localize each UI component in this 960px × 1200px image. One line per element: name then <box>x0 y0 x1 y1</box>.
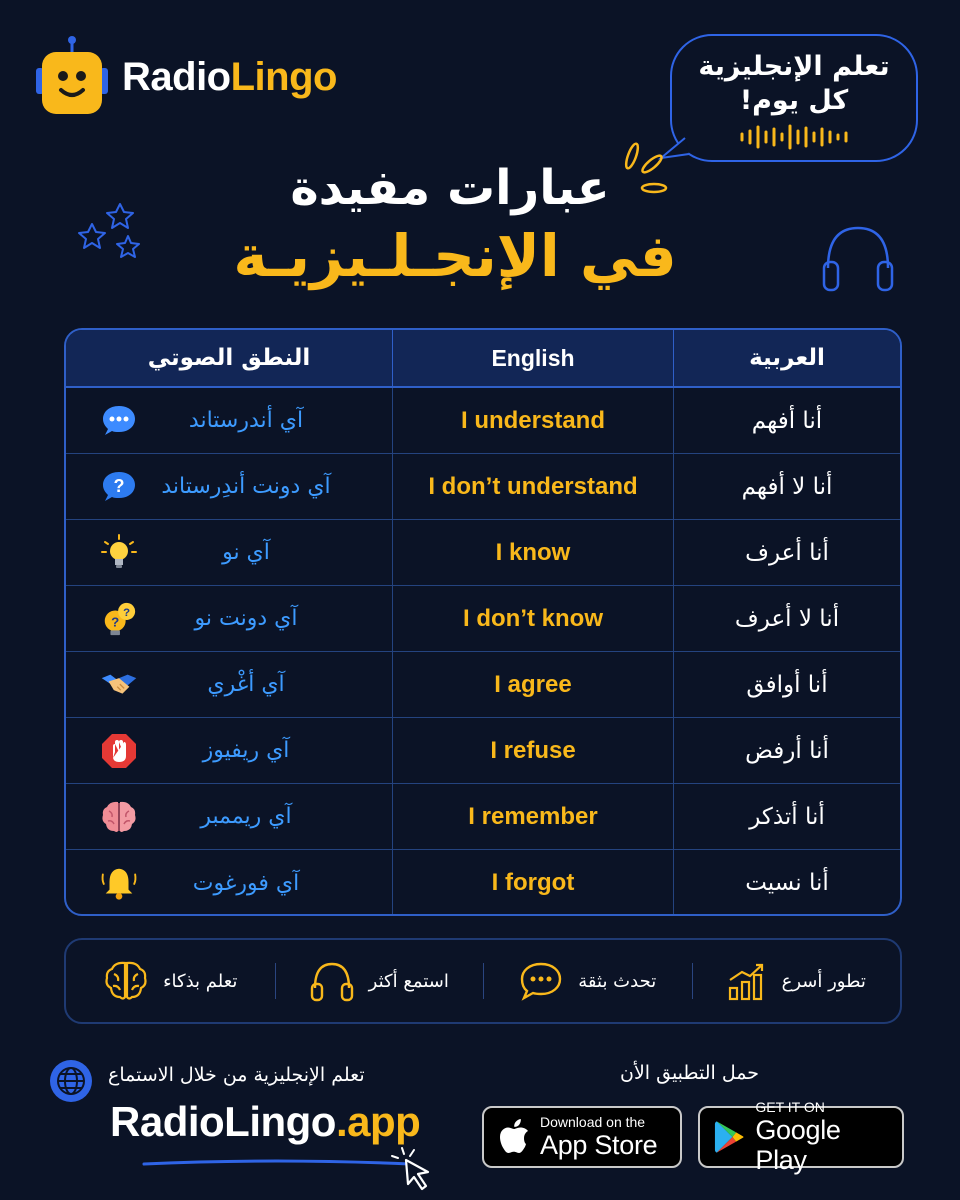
feature-label: تحدث بثقة <box>578 970 657 992</box>
table-row <box>66 652 900 718</box>
brain-outline-icon <box>103 959 149 1003</box>
table-row <box>66 388 900 454</box>
site-underline <box>142 1158 412 1170</box>
table-row <box>66 454 900 520</box>
headphones-icon <box>309 958 355 1004</box>
english-text: I agree <box>494 670 572 698</box>
table-row <box>66 520 900 586</box>
feature-speak-confidently <box>483 951 692 1011</box>
apple-icon <box>498 1118 530 1156</box>
google-play-button[interactable] <box>698 1098 904 1175</box>
growth-chart-icon <box>726 960 768 1002</box>
download-app-text: حمل التطبيق الأن <box>620 1062 759 1084</box>
brand-logo <box>36 34 337 120</box>
phrases-table <box>64 328 902 916</box>
header-arabic: العربية <box>749 345 825 371</box>
speech-bubble-icon <box>518 960 564 1002</box>
table-row <box>66 718 900 784</box>
table-row <box>66 784 900 850</box>
english-text: I refuse <box>490 736 576 764</box>
speech-bubble <box>670 34 918 162</box>
google-play-small-text: GET IT ON <box>755 1098 825 1115</box>
pronunciation-text: آي أغْري <box>207 672 285 697</box>
english-text: I don’t know <box>463 604 603 632</box>
arabic-text: أنا لا أفهم <box>741 473 833 500</box>
app-store-big-text: App Store <box>540 1129 658 1160</box>
arabic-text: أنا أفهم <box>751 407 823 434</box>
cursor-click-icon <box>388 1146 440 1194</box>
pronunciation-text: آي دونت نو <box>194 606 298 631</box>
soundwave-icon <box>738 124 850 150</box>
english-text: I don’t understand <box>428 472 638 500</box>
pronunciation-text: آي فورغوت <box>192 870 300 896</box>
learn-by-listening-text: تعلم الإنجليزية من خلال الاستماع <box>108 1064 365 1086</box>
table-row <box>66 586 900 652</box>
pronunciation-text: آي ريممبر <box>200 804 292 829</box>
features-bar <box>64 938 902 1024</box>
svg-text:?: ? <box>111 614 120 630</box>
app-store-small-text: Download on the <box>540 1113 646 1130</box>
svg-text:?: ? <box>123 606 131 619</box>
arabic-text: أنا لا أعرف <box>734 605 840 632</box>
bell-icon <box>100 864 138 902</box>
pronunciation-text: آي ريفيوز <box>202 738 290 763</box>
stop-hand-icon <box>100 732 138 770</box>
brain-icon <box>100 798 138 836</box>
robot-mascot-icon <box>36 34 108 120</box>
header-pronunciation: النطق الصوتي <box>147 345 311 371</box>
table-row <box>66 850 900 916</box>
google-play-icon <box>714 1118 745 1156</box>
arabic-text: أنا نسيت <box>745 870 829 896</box>
svg-text:?: ? <box>113 475 125 496</box>
pronunciation-text: آي أندرستاند <box>188 408 304 433</box>
feature-label: تعلم بذكاء <box>163 970 238 992</box>
globe-icon <box>48 1058 94 1104</box>
chat-bubble-icon <box>100 402 138 440</box>
table-header <box>66 330 900 388</box>
feature-label: تطور أسرع <box>781 970 866 992</box>
english-text: I know <box>495 538 571 566</box>
arabic-text: أنا أرفض <box>745 737 829 764</box>
english-text: I forgot <box>491 869 575 896</box>
english-text: I remember <box>468 802 598 830</box>
title-line-1: عبارات مفيدة <box>290 160 610 216</box>
feature-learn-smart <box>66 951 275 1011</box>
pronunciation-text: آي دونت أندِرستاند <box>161 474 331 499</box>
arabic-text: أنا أعرف <box>745 539 829 566</box>
feature-progress-faster <box>692 951 901 1011</box>
title-line-2: في الإنجـلـيزيـة <box>233 222 677 290</box>
handshake-icon <box>100 666 138 704</box>
puzzled-bulb-icon <box>100 600 138 638</box>
question-bubble-icon <box>100 468 138 506</box>
brand-name: RadioLingo <box>122 54 337 99</box>
bubble-line-1: تعلم الإنجليزية <box>698 51 890 82</box>
website-link[interactable]: RadioLingo.app <box>110 1098 421 1145</box>
arabic-text: أنا أوافق <box>746 671 828 698</box>
arabic-text: أنا أتذكر <box>749 803 825 830</box>
google-play-big-text: Google Play <box>755 1114 841 1175</box>
lightbulb-icon <box>100 534 138 572</box>
feature-listen-more <box>275 951 484 1011</box>
feature-label: استمع أكثر <box>368 970 449 992</box>
english-text: I understand <box>460 406 605 434</box>
bubble-line-2: كل يوم! <box>739 85 849 116</box>
app-store-button[interactable] <box>482 1106 682 1168</box>
pronunciation-text: آي نو <box>222 540 270 565</box>
header-english: English <box>491 344 575 371</box>
